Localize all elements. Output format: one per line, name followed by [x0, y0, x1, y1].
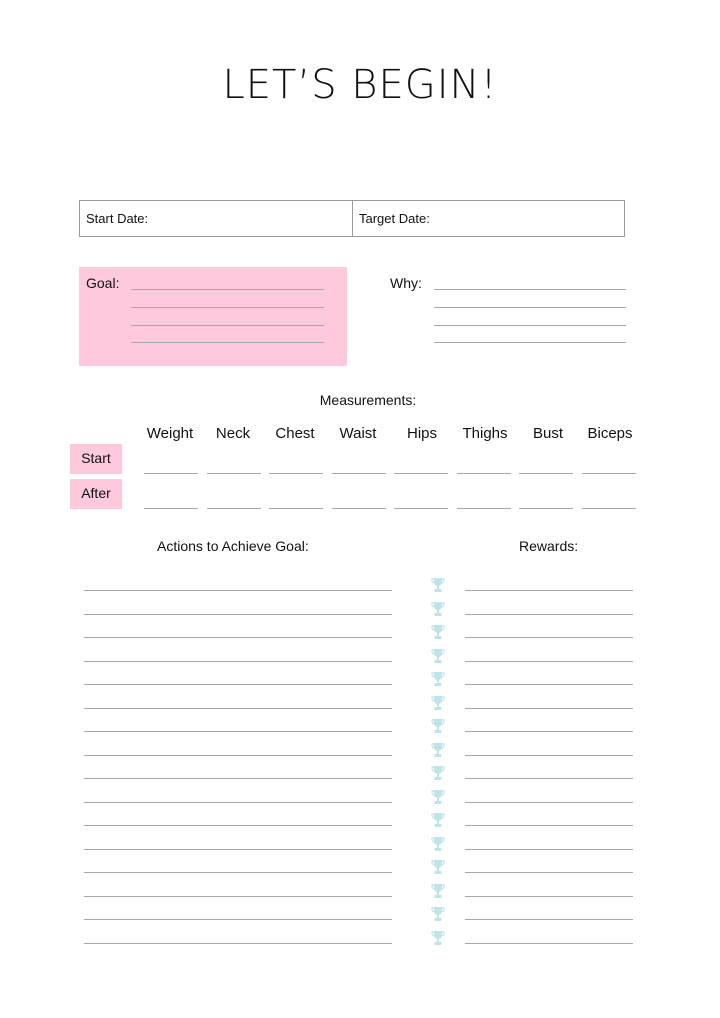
measurement-input-line[interactable] [582, 508, 636, 509]
measurement-input-line[interactable] [207, 473, 261, 474]
trophy-icon [431, 789, 445, 805]
reward-line[interactable] [465, 755, 633, 756]
reward-line[interactable] [465, 896, 633, 897]
reward-line[interactable] [465, 943, 633, 944]
measurement-row-start: Start [70, 444, 122, 474]
measurement-column-biceps: Biceps [587, 425, 633, 442]
measurement-column-hips: Hips [406, 425, 437, 442]
trophy-icon [431, 671, 445, 687]
action-line[interactable] [84, 661, 392, 662]
reward-line[interactable] [465, 708, 633, 709]
action-line[interactable] [84, 919, 392, 920]
action-line[interactable] [84, 731, 392, 732]
why-line[interactable] [434, 307, 626, 308]
measurement-input-line[interactable] [332, 508, 386, 509]
trophy-icon [431, 648, 445, 664]
action-line[interactable] [84, 802, 392, 803]
measurement-input-line[interactable] [144, 508, 198, 509]
action-line[interactable] [84, 590, 392, 591]
trophy-icon [431, 577, 445, 593]
reward-line[interactable] [465, 614, 633, 615]
reward-line[interactable] [465, 802, 633, 803]
measurement-input-line[interactable] [394, 508, 448, 509]
goal-line[interactable] [131, 325, 324, 326]
action-line[interactable] [84, 849, 392, 850]
action-line[interactable] [84, 614, 392, 615]
action-line[interactable] [84, 637, 392, 638]
measurement-column-bust: Bust [532, 425, 563, 442]
measurement-input-line[interactable] [582, 473, 636, 474]
reward-line[interactable] [465, 731, 633, 732]
measurement-input-line[interactable] [207, 508, 261, 509]
measurement-column-thighs: Thighs [462, 425, 508, 442]
start-date-field[interactable] [79, 200, 353, 237]
action-line[interactable] [84, 896, 392, 897]
measurement-input-line[interactable] [269, 508, 323, 509]
measurement-input-line[interactable] [269, 473, 323, 474]
rewards-title: Rewards: [519, 538, 579, 554]
measurement-column-weight: Weight [146, 425, 194, 442]
trophy-icon [431, 718, 445, 734]
measurement-input-line[interactable] [519, 473, 573, 474]
why-label: Why: [390, 275, 422, 291]
goal-label: Goal: [86, 275, 120, 291]
measurement-input-line[interactable] [457, 508, 511, 509]
measurement-input-line[interactable] [519, 508, 573, 509]
trophy-icon [431, 930, 445, 946]
action-line[interactable] [84, 825, 392, 826]
reward-line[interactable] [465, 825, 633, 826]
measurement-input-line[interactable] [394, 473, 448, 474]
action-line[interactable] [84, 943, 392, 944]
trophy-icon [431, 836, 445, 852]
target-date-label: Target Date: [359, 211, 430, 226]
measurement-input-line[interactable] [457, 473, 511, 474]
goal-line[interactable] [131, 289, 324, 290]
why-line[interactable] [434, 325, 626, 326]
actions-title: Actions to Achieve Goal: [157, 538, 309, 554]
trophy-icon [431, 906, 445, 922]
start-date-label: Start Date: [86, 211, 149, 226]
action-line[interactable] [84, 755, 392, 756]
trophy-icon [431, 695, 445, 711]
goal-line[interactable] [131, 342, 324, 343]
trophy-icon [431, 765, 445, 781]
action-line[interactable] [84, 684, 392, 685]
reward-line[interactable] [465, 684, 633, 685]
measurement-column-chest: Chest [275, 425, 315, 442]
trophy-icon [431, 742, 445, 758]
reward-line[interactable] [465, 590, 633, 591]
action-line[interactable] [84, 872, 392, 873]
reward-line[interactable] [465, 872, 633, 873]
reward-line[interactable] [465, 661, 633, 662]
trophy-icon [431, 812, 445, 828]
reward-line[interactable] [465, 919, 633, 920]
action-line[interactable] [84, 708, 392, 709]
page-title: LET’S BEGIN! [222, 62, 498, 108]
target-date-field[interactable] [352, 200, 625, 237]
goal-line[interactable] [131, 307, 324, 308]
trophy-icon [431, 601, 445, 617]
trophy-icon [431, 624, 445, 640]
reward-line[interactable] [465, 849, 633, 850]
action-line[interactable] [84, 778, 392, 779]
trophy-icon [431, 859, 445, 875]
measurement-input-line[interactable] [332, 473, 386, 474]
reward-line[interactable] [465, 637, 633, 638]
trophy-icon [431, 883, 445, 899]
measurement-column-neck: Neck [215, 425, 251, 442]
reward-line[interactable] [465, 778, 633, 779]
measurement-column-waist: Waist [339, 425, 377, 442]
measurement-input-line[interactable] [144, 473, 198, 474]
measurements-title: Measurements: [319, 392, 417, 408]
why-line[interactable] [434, 289, 626, 290]
measurement-row-after: After [70, 479, 122, 509]
why-line[interactable] [434, 342, 626, 343]
